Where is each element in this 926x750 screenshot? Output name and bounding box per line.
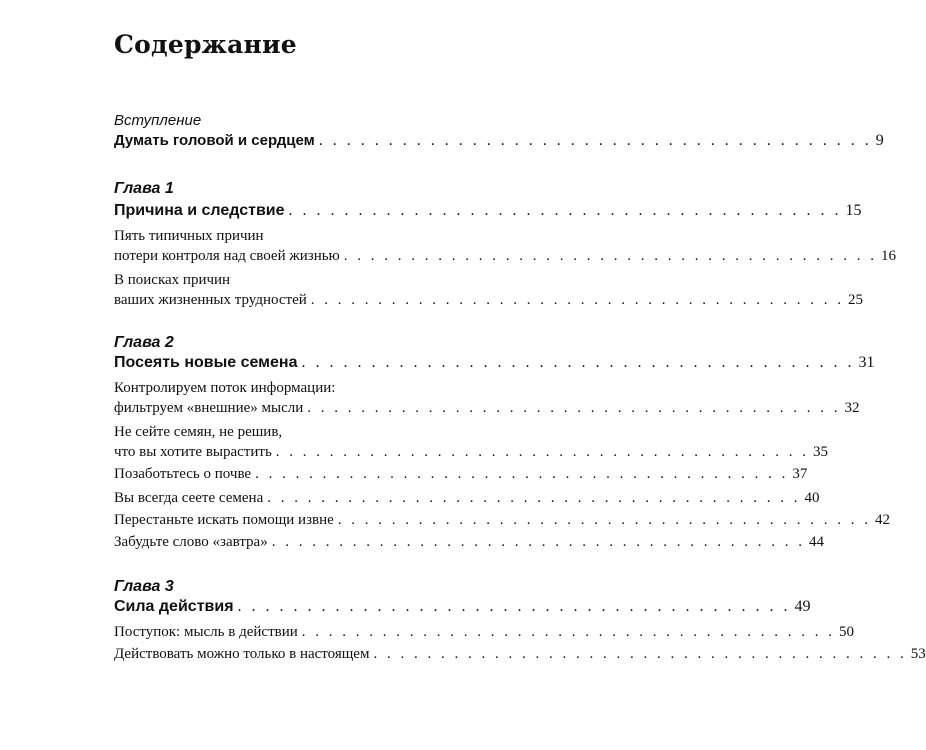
entry-title: Поступок: мысль в действии: [114, 624, 298, 640]
toc-entry[interactable]: [114, 646, 926, 663]
entry-title: Действовать можно только в настоящем: [114, 646, 370, 662]
leader-dots: . . . . . . . . . . . . . . . . . . . . . . . . . . . . . . . . . . . . . . . .: [307, 400, 841, 416]
entry-title-line1: В поисках причин: [114, 272, 231, 288]
page-title: Содержание: [114, 30, 297, 59]
leader-dots: . . . . . . . . . . . . . . . . . . . . . . . . . . . . . . . . . . . . . . . .: [343, 248, 878, 264]
chapter-title: Сила действия: [114, 598, 234, 615]
entry-title: что вы хотите вырастить: [114, 444, 272, 460]
leader-dots: . . . . . . . . . . . . . . . . . . . . . . . . . . . . . . . . . . . . . . . .: [255, 466, 789, 482]
leader-dots: . . . . . . . . . . . . . . . . . . . . . . . . . . . . . . . . . . . . . . . .: [310, 292, 845, 308]
entry-title: Забудьте слово «завтра»: [114, 534, 268, 550]
toc-entry[interactable]: [114, 400, 860, 417]
toc-entry-intro[interactable]: [114, 132, 884, 150]
leader-dots: . . . . . . . . . . . . . . . . . . . . . . . . . . . . . . . . . . . . . . . .: [301, 354, 855, 371]
toc-entry[interactable]: [114, 512, 891, 529]
entry-title: Думать головой и сердцем: [114, 132, 315, 149]
toc-entry[interactable]: [114, 444, 829, 461]
leader-dots: . . . . . . . . . . . . . . . . . . . . . . . . . . . . . . . . . . . . . . . .: [288, 202, 842, 219]
chapter-label: Глава 1: [114, 180, 174, 197]
page-number: 42: [875, 512, 891, 528]
leader-dots: . . . . . . . . . . . . . . . . . . . . . . . . . . . . . . . . . . . . . . . .: [275, 444, 810, 460]
page-number: 49: [794, 598, 811, 615]
entry-title: ваших жизненных трудностей: [114, 292, 307, 308]
page-number: 25: [848, 292, 864, 308]
entry-title-line1: Не сейте семян, не решив,: [114, 424, 283, 440]
toc-entry[interactable]: [114, 624, 855, 641]
entry-title: Позаботьтесь о почве: [114, 466, 252, 482]
page-number: 31: [858, 354, 875, 371]
leader-dots: . . . . . . . . . . . . . . . . . . . . . . . . . . . . . . . . . . . . . . . .: [337, 512, 872, 528]
toc-entry[interactable]: [114, 490, 820, 507]
intro-label: Вступление: [114, 112, 202, 129]
chapter-title: Посеять новые семена: [114, 354, 298, 371]
leader-dots: . . . . . . . . . . . . . . . . . . . . . . . . . . . . . . . . . . . . . . . .: [237, 598, 791, 615]
entry-title-line1: Контролируем поток информации:: [114, 380, 336, 396]
page-number: 16: [881, 248, 897, 264]
toc-entry[interactable]: [114, 466, 808, 483]
toc-entry[interactable]: [114, 534, 824, 551]
toc-entry[interactable]: [114, 248, 897, 265]
chapter-label: Глава 2: [114, 334, 174, 351]
page-number: 37: [792, 466, 808, 482]
entry-title: Вы всегда сеете семена: [114, 490, 264, 506]
page-number: 40: [804, 490, 820, 506]
entry-title: потери контроля над своей жизнью: [114, 248, 340, 264]
chapter-label: Глава 3: [114, 578, 174, 595]
page-number: 53: [910, 646, 926, 662]
page-number: 35: [813, 444, 829, 460]
toc-entry-chapter-2[interactable]: [114, 354, 875, 372]
toc-entry-chapter-3[interactable]: [114, 598, 811, 616]
toc-entry[interactable]: [114, 292, 864, 309]
entry-title: Перестаньте искать помощи извне: [114, 512, 334, 528]
toc-entry-chapter-1[interactable]: [114, 202, 862, 220]
page-number: 50: [839, 624, 855, 640]
leader-dots: . . . . . . . . . . . . . . . . . . . . . . . . . . . . . . . . . . . . . . . .: [267, 490, 801, 506]
entry-title: фильтруем «внешние» мысли: [114, 400, 304, 416]
chapter-title: Причина и следствие: [114, 202, 285, 219]
page-number: 9: [875, 132, 884, 149]
leader-dots: . . . . . . . . . . . . . . . . . . . . . . . . . . . . . . . . . . . . . . . .: [373, 646, 907, 662]
leader-dots: . . . . . . . . . . . . . . . . . . . . . . . . . . . . . . . . . . . . . . . .: [271, 534, 805, 550]
entry-title-line1: Пять типичных причин: [114, 228, 264, 244]
leader-dots: . . . . . . . . . . . . . . . . . . . . . . . . . . . . . . . . . . . . . . . .: [318, 132, 872, 149]
leader-dots: . . . . . . . . . . . . . . . . . . . . . . . . . . . . . . . . . . . . . . . .: [301, 624, 836, 640]
page-number: 32: [844, 400, 860, 416]
page-number: 15: [845, 202, 862, 219]
page-number: 44: [808, 534, 824, 550]
